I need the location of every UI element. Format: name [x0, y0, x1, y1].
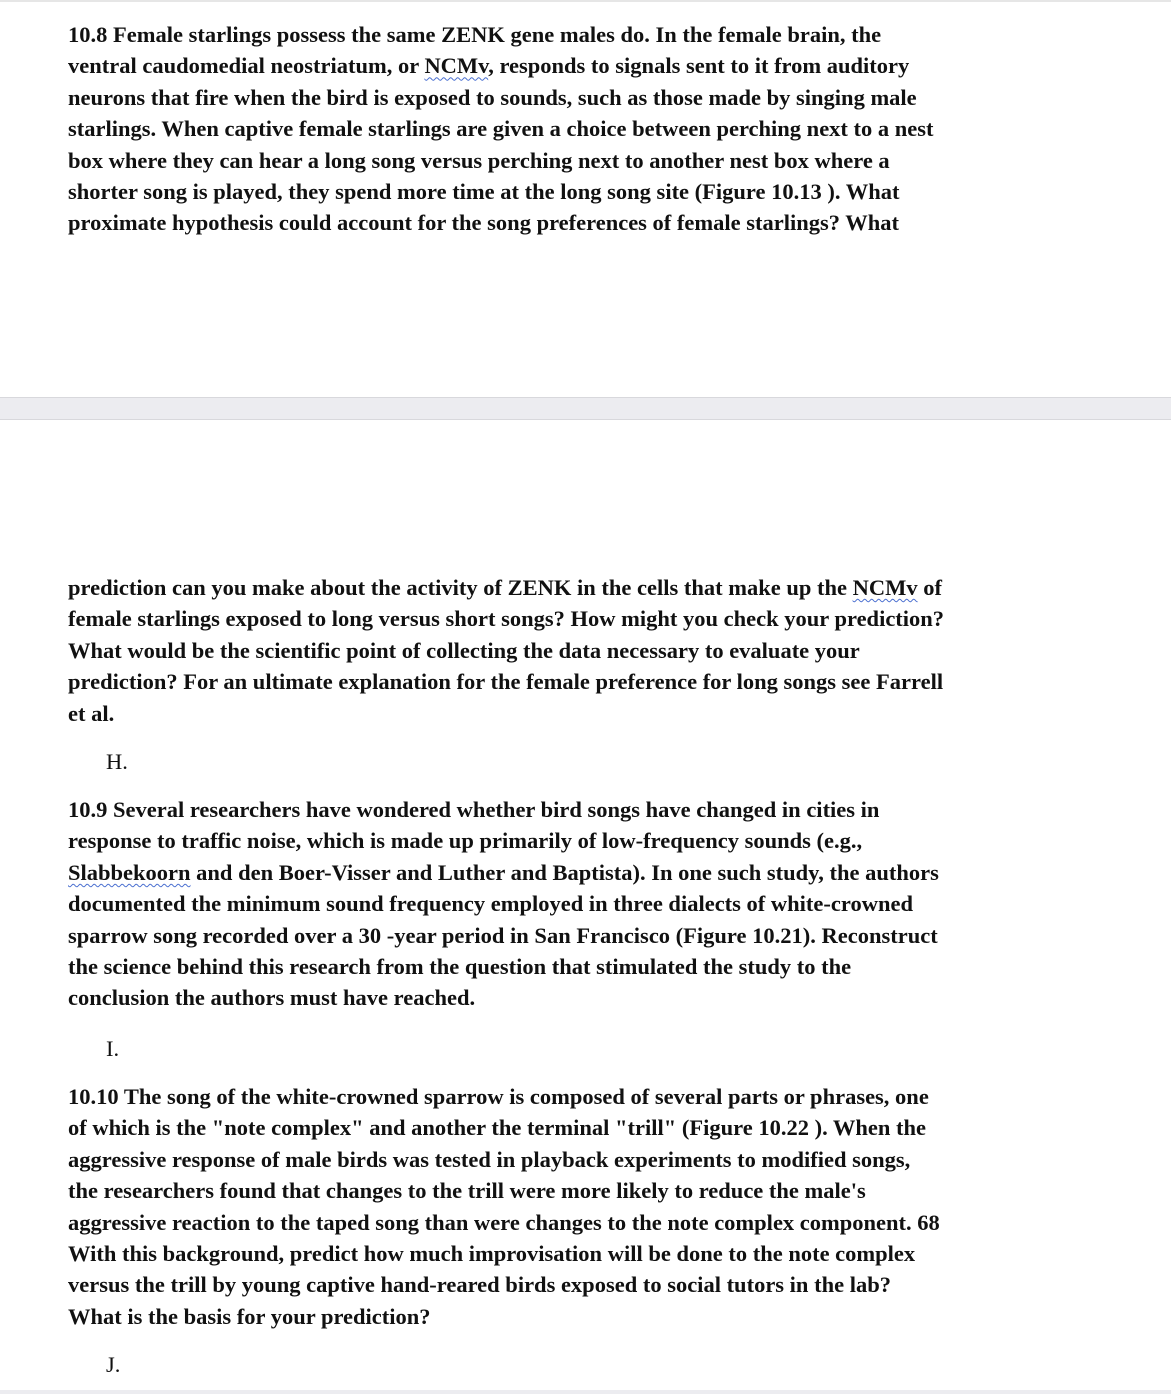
text-line: conclusion the authors must have reached. [68, 985, 476, 1011]
text-line: proximate hypothesis could account for the song preferences of female starlings? What [68, 210, 899, 236]
answer-label-h: H. [106, 749, 128, 774]
text-line: 10.8 Female starlings possess the same ZENK gene males do. In the female brain, the [68, 22, 882, 47]
text-line: the science behind this research from the question that stimulated the study to the [68, 954, 852, 980]
text-line: shorter song is played, they spend more time at the long song site (Figure 10.13 ). What [68, 179, 900, 205]
text-line: box where they can hear a long song versus perching next to another nest box where a [68, 147, 890, 173]
spellcheck-term: Slabbekoorn [68, 859, 191, 885]
text-line: starlings. When captive female starlings are given a choice between perching next to a nest [68, 116, 934, 142]
text-line: What would be the scientific point of collecting the data necessary to evaluate your [68, 637, 860, 663]
text-line: aggressive reaction to the taped song than were changes to the note complex component. 68 [68, 1209, 940, 1235]
text-line: neurons that fire when the bird is exposed to sounds, such as those made by singing male [68, 84, 917, 110]
text-line: versus the trill by young captive hand-reared birds exposed to social tutors in the lab? [68, 1272, 891, 1298]
bottom-rule [0, 1390, 1171, 1394]
text-line: ventral caudomedial neostriatum, or NCMv, responds to signals sent to it from auditory [68, 53, 910, 79]
top-rule [0, 0, 1171, 2]
text-line: et al. [68, 700, 115, 726]
text-line: of which is the "note complex" and another the terminal "trill" (Figure 10.22 ). When the [68, 1115, 927, 1141]
answer-label-j: J. [106, 1352, 121, 1377]
text-line: the researchers found that changes to the trill were more likely to reduce the male's [68, 1178, 866, 1204]
text-line: documented the minimum sound frequency employed in three dialects of white-crowned [68, 891, 913, 917]
text-line: female starlings exposed to long versus short songs? How might you check your prediction? [68, 606, 945, 632]
text-line: Slabbekoorn and den Boer-Visser and Luther and Baptista). In one such study, the authors [68, 859, 939, 885]
question-10-8-part1 [68, 19, 1068, 239]
answer-label-i: I. [106, 1036, 120, 1061]
question-10-10 [68, 1081, 1068, 1332]
text-line: What is the basis for your prediction? [68, 1303, 431, 1329]
spellcheck-term: NCMv [424, 53, 489, 79]
question-10-9 [68, 794, 1068, 1014]
text-line: 10.9 Several researchers have wondered whether bird songs have changed in cities in [68, 797, 880, 822]
text-line: aggressive response of male birds was tested in playback experiments to modified songs, [68, 1146, 911, 1172]
text-line: prediction can you make about the activity of ZENK in the cells that make up the NCMv of [68, 575, 942, 600]
text-line: prediction? For an ultimate explanation for the female preference for long songs see Farrell [68, 669, 944, 695]
question-10-8-part2 [68, 572, 1068, 729]
text-line: 10.10 The song of the white-crowned sparrow is composed of several parts or phrases, one [68, 1084, 929, 1109]
text-line: sparrow song recorded over a 30 -year period in San Francisco (Figure 10.21). Reconstruct [68, 922, 938, 948]
text-line: response to traffic noise, which is made up primarily of low-frequency sounds (e.g., [68, 828, 863, 854]
spellcheck-term: NCMv [852, 575, 918, 600]
page-break [0, 397, 1171, 420]
text-line: With this background, predict how much improvisation will be done to the note complex [68, 1241, 916, 1267]
